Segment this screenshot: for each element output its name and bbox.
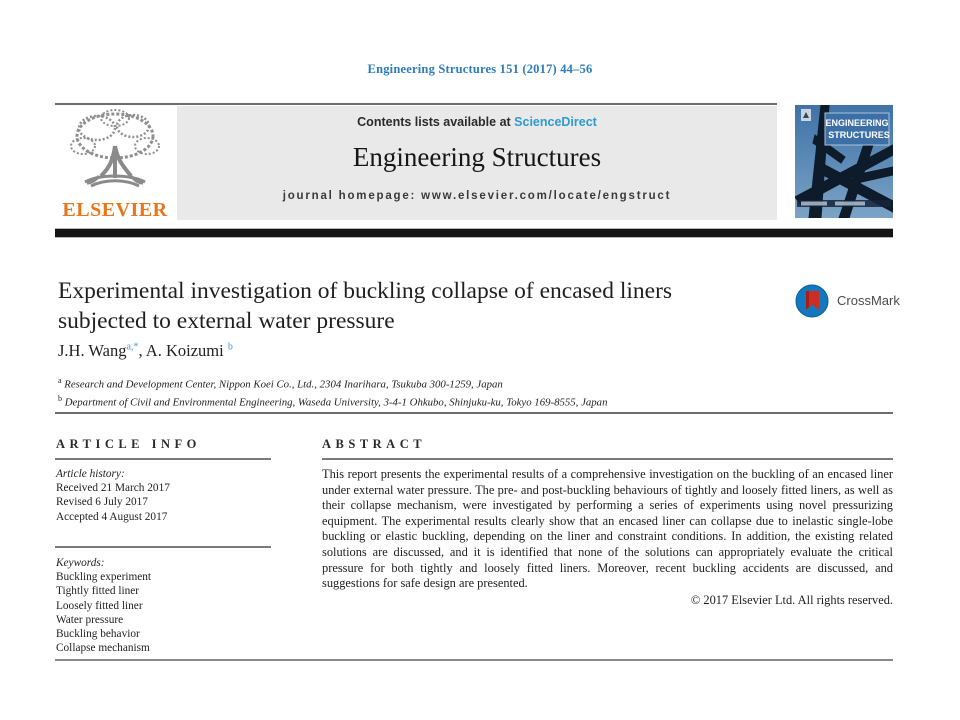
affiliation-line: $^b$ Department of Civil and Environmental Engineering, Waseda University, 3-4-1 Ohkubo, Shinjuku-ku, Tokyo 169-8555, Japan [58,393,608,409]
cover-title-line2: STRUCTURES [828,130,890,140]
keyword-item: Tightly fitted liner [56,585,140,598]
header-divider-bar [55,228,893,238]
keyword-item: Loosely fitted liner [56,599,143,612]
section-top-rule [55,412,893,414]
article-info-heading: ARTICLE INFO [56,437,201,451]
history-item: Accepted 4 August 2017 [56,510,168,523]
elsevier-logo[interactable] [55,106,175,222]
keywords-label: Keywords: [56,557,105,569]
abstract-rule [322,458,893,460]
author-name: A. Koizumi [145,341,224,360]
article-history [56,467,170,524]
article-info-mid-rule [55,546,271,548]
author-name: J.H. Wang [58,341,127,360]
keyword-item: Buckling experiment [56,571,152,584]
crossmark-icon [793,308,833,325]
journal-title: Engineering Structures [352,142,602,172]
article-info-rule [55,458,271,460]
author-affiliation-marker[interactable]: a,* [126,341,139,353]
author-separator: , [138,341,146,360]
cover-title-box [825,113,890,145]
journal-cover-image[interactable] [795,105,893,218]
author-affiliation-marker[interactable]: b [227,341,233,353]
abstract-body [322,467,893,608]
abstract-heading: ABSTRACT [322,437,427,451]
header-top-rule [55,103,777,105]
elsevier-wordmark: ELSEVIER [62,199,168,221]
keyword-item: Buckling behavior [56,628,140,641]
crossmark-badge[interactable] [793,281,905,321]
journal-header-banner [177,106,777,220]
keyword-item: Collapse mechanism [56,642,150,655]
article-title: Experimental investigation of buckling collapse of encased liners subjected to external water pressure [58,278,673,335]
keywords-list [56,556,151,655]
contents-line [177,115,777,129]
affiliation-line: $^a$ Research and Development Center, Nippon Koei Co., Ltd., 2304 Inarihara, Tsukuba 300-1259, Japan [58,376,503,391]
sciencedirect-link[interactable]: ScienceDirect [514,115,597,129]
cover-title-line1: ENGINEERING [825,118,889,128]
journal-homepage-link[interactable]: journal homepage: www.elsevier.com/locate/engstruct [282,190,672,202]
history-label: Article history: [56,468,125,480]
author-list [58,341,233,361]
affiliations [58,374,607,409]
page-bottom-rule [55,659,893,661]
crossmark-label: CrossMark [837,293,900,308]
journal-citation[interactable]: Engineering Structures 151 (2017) 44–56 [367,62,593,76]
copyright-line: © 2017 Elsevier Ltd. All rights reserved. [690,592,893,607]
abstract-text: This report presents the experimental results of a comprehensive investigation on the buckling of an encased liner under external water pressure. The pre- and post-buckling behaviours of tightly and loosely fitted liners, as well as their collapse mechanism, were investigated by performing a series of experiments using novel pressurizing equipment. The experimental results clearly show that an encased liner can collapse due to inelastic single-lobe buckling or elastic buckling, depending on the liner and constraint conditions. In addition, the existing related solutions are discussed, and it is identified that none of the solutions can appropriately evaluate the critical pressure for both tightly and loosely fitted liners. Moreover, recent buckling accidents are discussed, and suggestions for safe design are presented. [322,467,893,591]
keyword-item: Water pressure [56,613,124,626]
contents-prefix: Contents lists available at [357,115,515,129]
history-item: Received 21 March 2017 [56,482,170,495]
history-item: Revised 6 July 2017 [56,496,148,509]
